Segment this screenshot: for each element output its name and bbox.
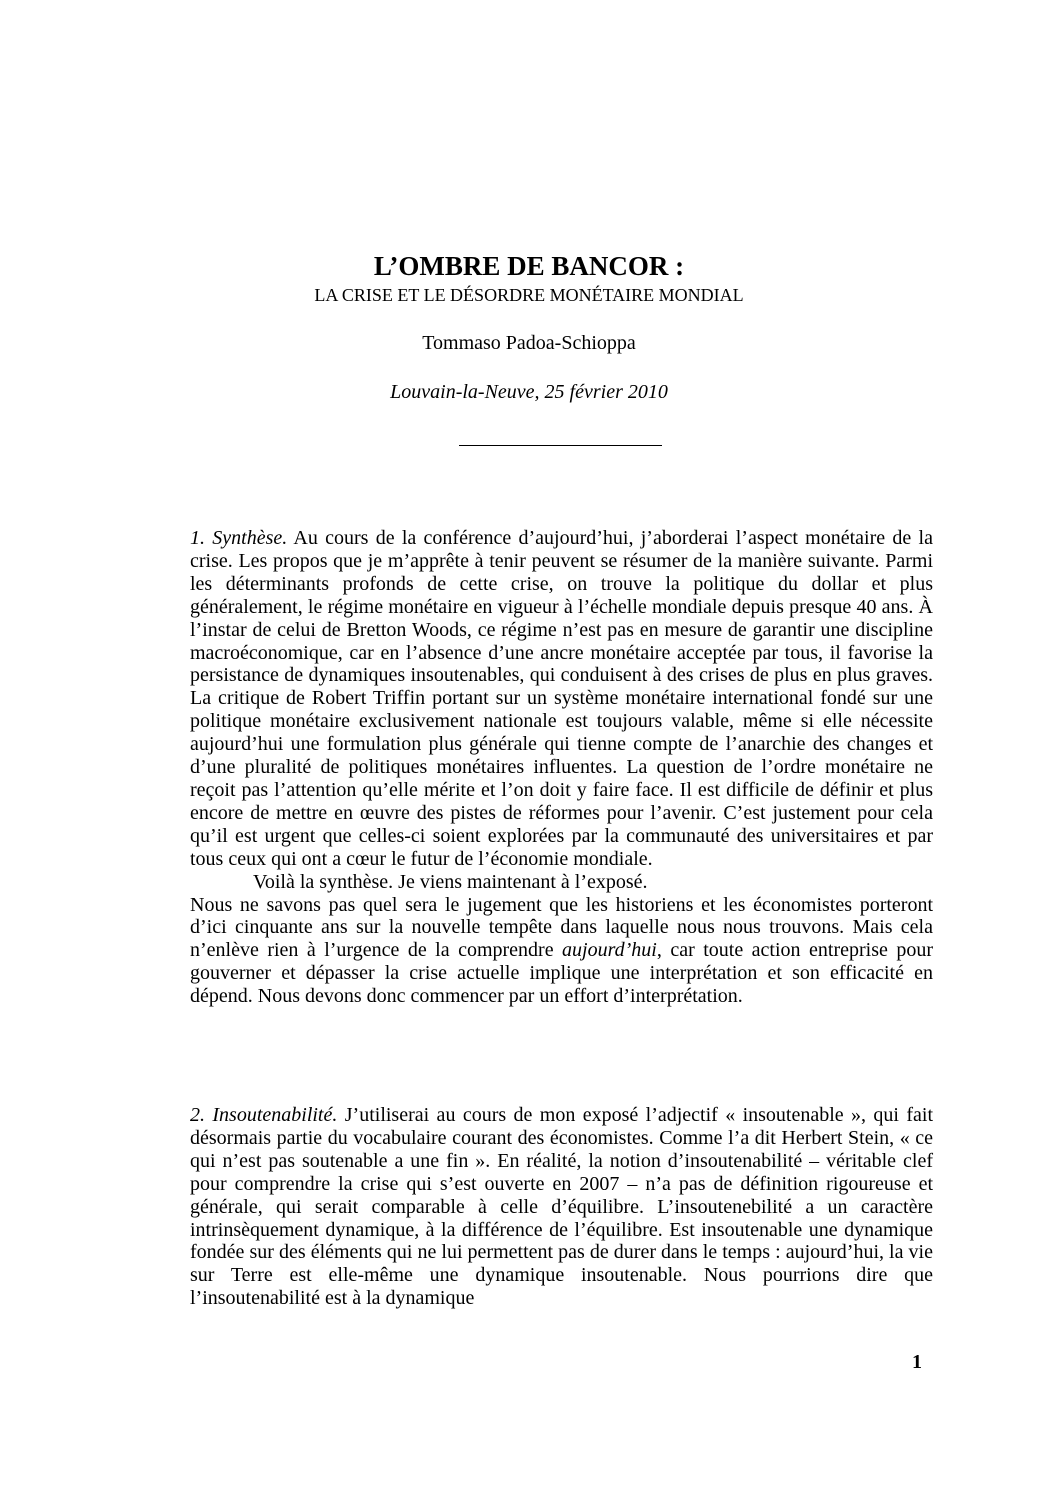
- paragraph-text: Au cours de la conférence d’aujourd’hui, j’aborderai l’aspect monétaire de la crise. Les propos que je m’apprête à tenir peuvent se résumer de la manière suivante. Parmi les déterminants profonds de cette crise, on trouve la politique du dollar et plus généralement, le régime monétaire en vigueur à l’échelle mondiale depuis presque 40 ans. À l’instar de celui de Bretton Woods, ce régime n’est pas en mesure de garantir une discipline macroéconomique, car en l’absence d’une ancre monétaire acceptée par tous, il favorise la persistance de dynamiques insoutenables, qui conduisent à des crises de plus en plus graves. La critique de Robert Triffin portant sur un système monétaire international fondé sur une politique monétaire exclusivement nationale est toujours valable, même si elle nécessite aujourd’hui une formulation plus générale qui tienne compte de l’anarchie des changes et d’une pluralité de politiques monétaires influentes. La question de l’ordre monétaire ne reçoit pas l’attention qu’elle mérite et l’on doit y faire face. Il est difficile de définir et plus encore de mettre en œuvre des pistes de réformes pour l’avenir. C’est justement pour cela qu’il est urgent que celles-ci soient explorées par la communauté des universitaires et par tous ceux qui ont a cœur le futur de l’économie mondiale.: [190, 527, 933, 870]
- section-heading: 1. Synthèse.: [190, 527, 288, 549]
- paragraph: [190, 527, 933, 871]
- paragraph-text: Nous ne savons pas quel sera le jugement que les historiens et les économistes porteront d’ici cinquante ans sur la nouvelle tempête dans laquelle nous nous trouvons. Mais cela n’enlève rien à l’urgence de la comprendre: [190, 893, 933, 962]
- document-title: L’OMBRE DE BANCOR :: [373, 251, 685, 281]
- emphasis-text: aujourd’hui: [562, 939, 657, 962]
- document-subtitle: LA CRISE ET LE DÉSORDRE MONÉTAIRE MONDIAL: [314, 285, 744, 305]
- paragraph-text: , car toute action entreprise pour gouverner et dépasser la crise actuelle implique une interprétation et son efficacité en dépend. Nous devons donc commencer par un effort d’interprétation.: [190, 939, 933, 1008]
- author-name: Tommaso Padoa-Schioppa: [422, 332, 636, 354]
- paragraph-text: J’utiliserai au cours de mon exposé l’adjectif « insoutenable », qui fait désormais partie du vocabulaire courant des économistes. Comme l’a dit Herbert Stein, « ce qui n’est pas soutenable a une fin ». En réalité, la notion d’insoutenabilité – véritable clef pour comprendre la crise qui s’est ouverte en 2007 – n’a pas de définition rigoureuse et générale, qui serait comparable à celle d’équilibre. L’insoutenebilité a un caractère intrinsèquement dynamique, à la différence de l’équilibre. Est insoutenable une dynamique fondée sur des éléments qui ne lui permettent pas de durer dans le temps : aujourd’hui, la vie sur Terre est elle-même une dynamique insoutenable. Nous pourrions dire que l’insoutenabilité est à la dynamique: [190, 1104, 934, 1310]
- separator-rule: [459, 445, 662, 446]
- page-number: 1: [912, 1351, 922, 1373]
- section-heading: 2. Insoutenabilité.: [190, 1104, 338, 1126]
- paragraph: Voilà la synthèse. Je viens maintenant à l’exposé.: [253, 870, 648, 893]
- section-insoutenabilite: [190, 1104, 933, 1310]
- place-and-date: Louvain-la-Neuve, 25 février 2010: [390, 381, 668, 403]
- paragraph: [190, 1104, 933, 1310]
- paragraph: [190, 894, 933, 1009]
- section-synthese: [190, 527, 933, 1008]
